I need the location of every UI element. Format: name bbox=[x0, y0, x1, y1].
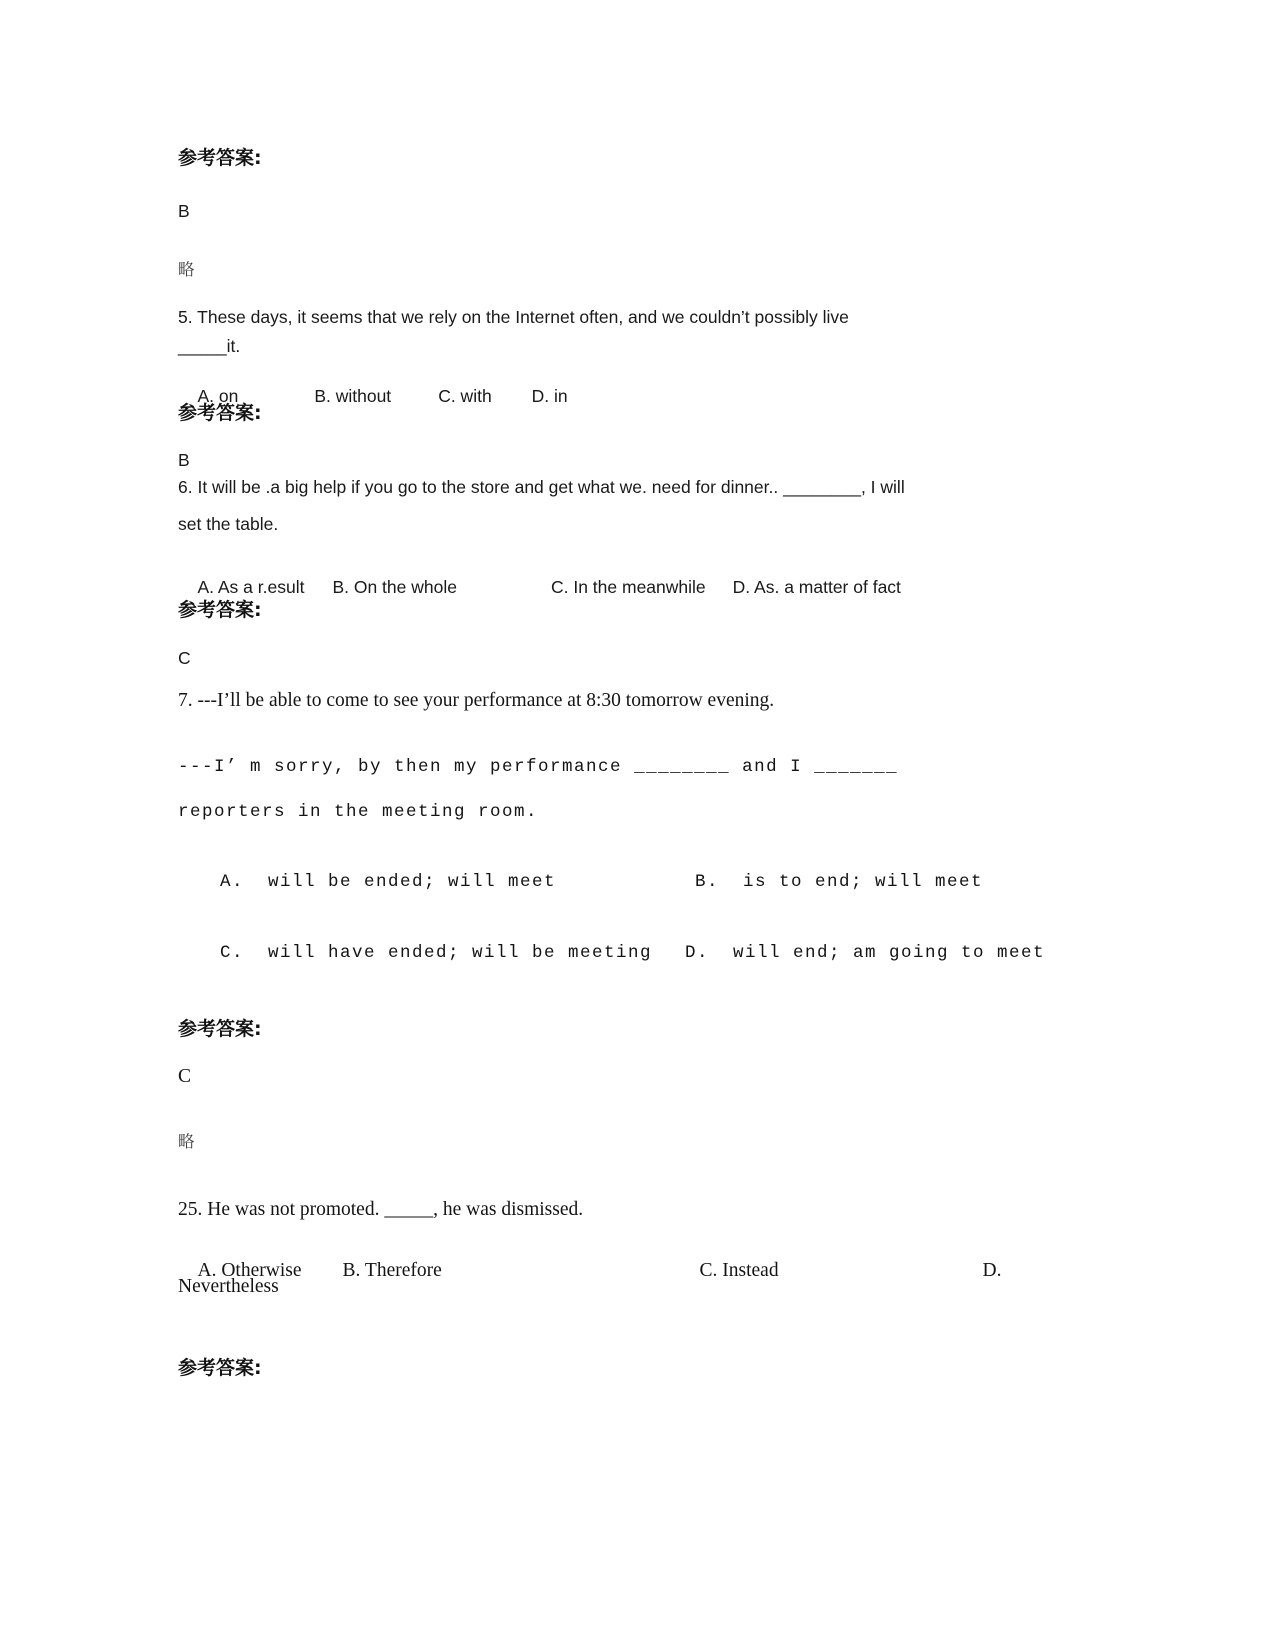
q5-option-b: B. without bbox=[314, 386, 392, 406]
q5-option-a: A. on bbox=[197, 386, 239, 406]
answer-value: B bbox=[178, 450, 190, 470]
skip-text: 略 bbox=[178, 1132, 195, 1151]
question-5-line1: 5. These days, it seems that we rely on the Internet often, and we couldn’t possibly live bbox=[178, 307, 849, 327]
q6-option-b: B. On the whole bbox=[332, 577, 457, 597]
q7-option-d: D. will end; am going to meet bbox=[685, 943, 1046, 963]
question-25-options bbox=[178, 1238, 1001, 1304]
question-6-options bbox=[178, 556, 901, 619]
question-25-line1: 25. He was not promoted. _____, he was dismissed. bbox=[178, 1199, 584, 1220]
q25-option-d-wrap: Nevertheless bbox=[178, 1276, 279, 1297]
question-6-line2: set the table. bbox=[178, 514, 279, 534]
q25-option-d: D. bbox=[982, 1260, 1002, 1281]
question-5-line2: _____it. bbox=[178, 336, 241, 356]
ref-answer-heading: 参考答案: bbox=[178, 599, 262, 621]
q25-option-a: A. Otherwise bbox=[197, 1260, 302, 1281]
q5-option-d: D. in bbox=[531, 386, 568, 406]
skip-text: 略 bbox=[178, 260, 195, 279]
ref-answer-heading: 参考答案: bbox=[178, 1357, 262, 1379]
question-7-line3: reporters in the meeting room. bbox=[178, 802, 539, 822]
q25-option-c: C. Instead bbox=[699, 1260, 779, 1281]
question-7-line1: 7. ---I’ll be able to come to see your performance at 8:30 tomorrow evening. bbox=[178, 690, 775, 711]
q7-option-b: B. is to end; will meet bbox=[695, 872, 984, 892]
q6-option-d: D. As. a matter of fact bbox=[732, 577, 901, 597]
q7-option-c: C. will have ended; will be meeting bbox=[220, 943, 653, 963]
ref-answer-heading: 参考答案: bbox=[178, 147, 262, 169]
answer-value: C bbox=[178, 1066, 192, 1087]
answer-value: C bbox=[178, 648, 191, 668]
q6-option-a: A. As a r.esult bbox=[197, 577, 305, 597]
answer-value: B bbox=[178, 201, 190, 221]
question-7-line2: ---I’ m sorry, by then my performance ________ and I _______ bbox=[178, 757, 899, 777]
q7-option-a: A. will be ended; will meet bbox=[220, 872, 557, 892]
q25-option-b: B. Therefore bbox=[342, 1260, 442, 1281]
q6-option-c: C. In the meanwhile bbox=[550, 577, 706, 597]
question-6-line1: 6. It will be .a big help if you go to the store and get what we. need for dinner.. ________, I will bbox=[178, 477, 905, 497]
ref-answer-heading: 参考答案: bbox=[178, 1018, 262, 1040]
q5-option-c: C. with bbox=[438, 386, 492, 406]
ref-answer-heading: 参考答案: bbox=[178, 402, 262, 424]
